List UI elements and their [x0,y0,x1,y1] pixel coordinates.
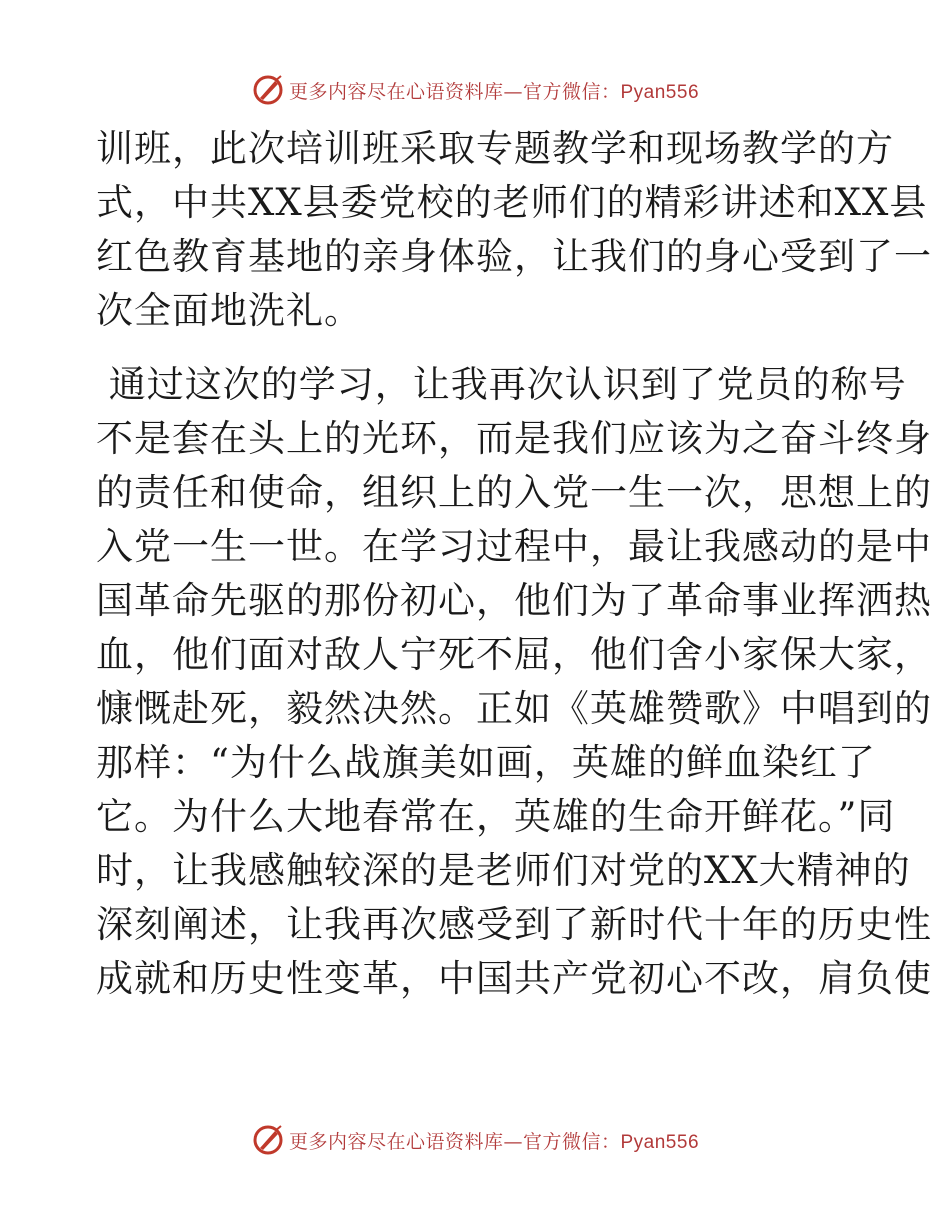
text-line: 成就和历史性变革，中国共产党初心不改，肩负使 [96,957,932,1000]
text-line: 慷慨赴死，毅然决然。正如《英雄赞歌》中唱到的 [96,687,932,730]
text-line: 的责任和使命，组织上的入党一生一次，思想上的 [96,471,932,514]
text-line: 它。为什么大地春常在，英雄的生命开鲜花。”同 [96,795,896,838]
text-line: 深刻阐述，让我再次感受到了新时代十年的历史性 [96,903,932,946]
header-banner-text: 更多内容尽在心语资料库—官方微信：Pyan556 [288,80,700,103]
quill-logo-icon [251,1123,285,1157]
footer-banner-text: 更多内容尽在心语资料库—官方微信：Pyan556 [288,1130,700,1153]
footer-banner-account: Pyan556 [620,1131,700,1153]
text-line: 入党一生一世。在学习过程中，最让我感动的是中 [96,525,932,568]
text-line: 次全面地洗礼。 [96,289,362,332]
header-banner-account: Pyan556 [620,81,700,103]
text-line: 国革命先驱的那份初心，他们为了革命事业挥洒热 [96,579,932,622]
footer-banner [0,1120,950,1160]
text-line: 时，让我感触较深的是老师们对党的XX大精神的 [96,849,911,892]
paragraph-2 [96,358,932,1006]
paragraph-1 [96,122,932,338]
text-line: 通过这次的学习，让我再次认识到了党员的称号 [96,363,907,406]
text-line: 血，他们面对敌人宁死不屈，他们舍小家保大家， [96,633,932,676]
text-line: 不是套在头上的光环，而是我们应该为之奋斗终身 [96,417,932,460]
text-line: 训班，此次培训班采取专题教学和现场教学的方 [96,127,894,170]
header-banner [0,70,950,110]
text-line: 红色教育基地的亲身体验，让我们的身心受到了一 [96,235,932,278]
text-line: 那样：“为什么战旗美如画，英雄的鲜血染红了 [96,741,876,784]
text-line: 式，中共XX县委党校的老师们的精彩讲述和XX县 [96,181,928,224]
quill-logo-icon [251,73,285,107]
document-body [96,122,932,1006]
